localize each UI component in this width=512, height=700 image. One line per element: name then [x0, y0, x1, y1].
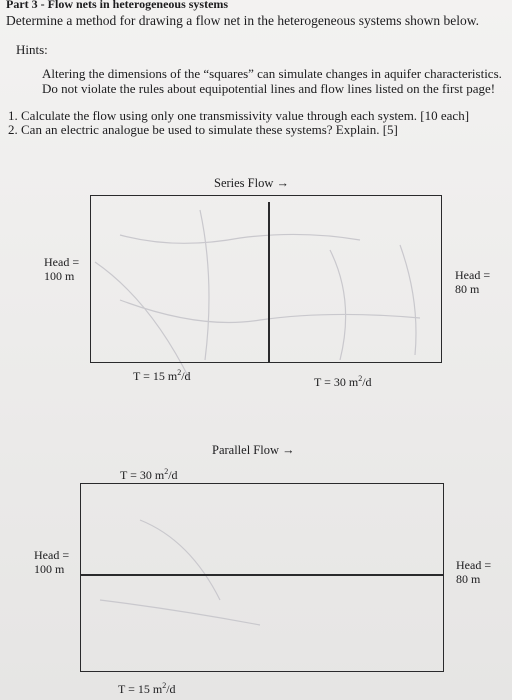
- series-right-head: [455, 268, 490, 296]
- parallel-left-head-value: 100 m: [34, 562, 65, 576]
- hints-label: Hints:: [16, 42, 48, 57]
- series-left-head-label: Head =: [44, 255, 80, 269]
- series-flow-diagram-box: [90, 195, 442, 363]
- hint-line-2: Do not violate the rules about equipotential lines and flow lines listed on the first page!: [42, 81, 496, 96]
- parallel-top-transmissivity: T = 30 $m^2/d$: [120, 467, 178, 482]
- instruction-text: Determine a method for drawing a flow net in the heterogeneous systems shown below.: [6, 13, 480, 28]
- parallel-flow-divider: [80, 574, 444, 576]
- series-right-transmissivity: T = 30 $m^2/d$: [314, 374, 372, 389]
- question-1: 1. Calculate the flow using only one transmissivity value through each system. [10 each]: [8, 108, 470, 123]
- question-2: 2. Can an electric analogue be used to simulate these systems? Explain. [5]: [8, 122, 398, 137]
- parallel-left-head-label: Head =: [34, 548, 70, 562]
- series-left-head-value: 100 m: [44, 269, 75, 283]
- parallel-left-head: [34, 548, 69, 576]
- parallel-flow-title: Parallel Flow →: [212, 443, 295, 457]
- series-right-head-value: 80 m: [455, 282, 480, 296]
- parallel-bottom-transmissivity: T = 15 $m^2/d$: [118, 681, 176, 696]
- series-flow-title: Series Flow →: [214, 176, 289, 190]
- series-right-head-label: Head =: [455, 268, 491, 282]
- series-flow-divider: [268, 202, 270, 363]
- hint-line-1: Altering the dimensions of the “squares” can simulate changes in aquifer characteristics.: [42, 66, 502, 81]
- series-left-transmissivity: T = 15 $m^2/d$: [133, 368, 191, 383]
- series-left-head: [44, 255, 79, 283]
- hint-text: [42, 66, 502, 96]
- parallel-right-head-value: 80 m: [456, 572, 481, 586]
- part-title: Part 3 - Flow nets in heterogeneous systems: [6, 0, 229, 11]
- parallel-flow-diagram-box: [80, 483, 444, 672]
- parallel-right-head: [456, 558, 491, 586]
- parallel-right-head-label: Head =: [456, 558, 492, 572]
